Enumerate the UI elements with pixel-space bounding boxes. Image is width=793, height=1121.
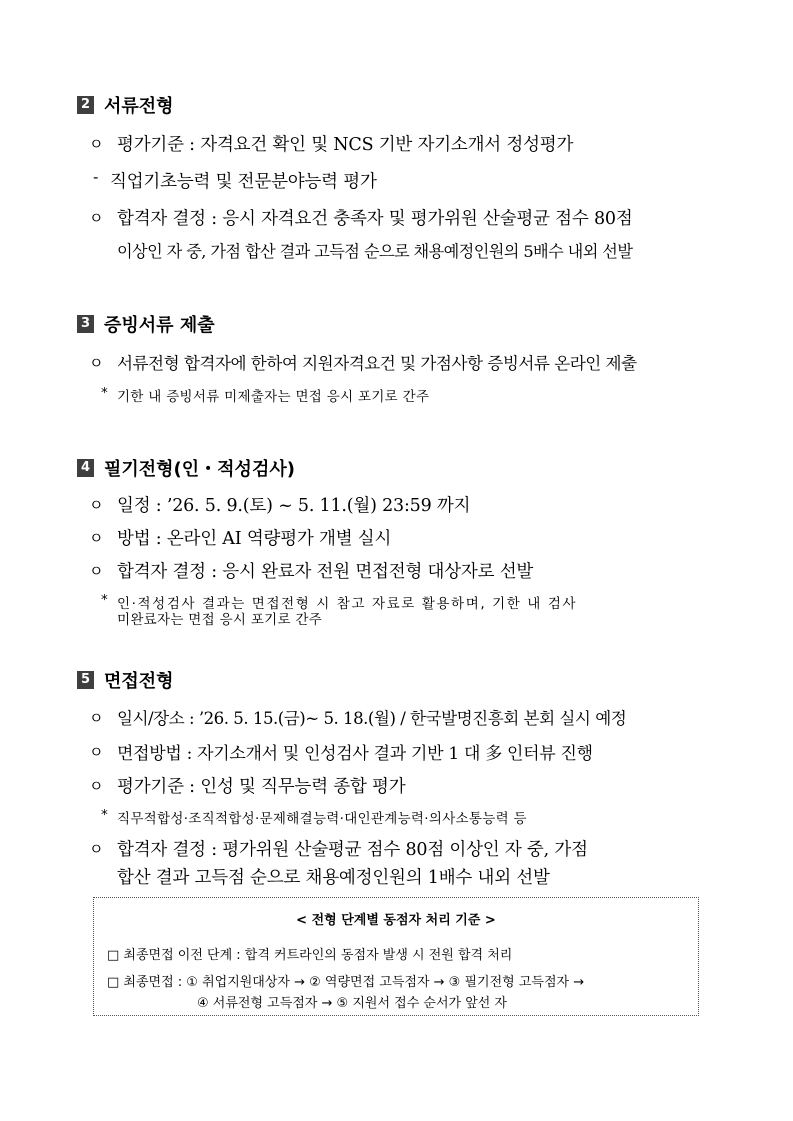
item-text: 합격자 결정 : 평가위원 산술평균 점수 80점 이상인 자 중, 가점 xyxy=(117,840,588,860)
note-text: 직무적합성·조직적합성·문제해결능력·대인관계능력·의사소통능력 등 xyxy=(117,811,527,827)
list-item-continuation xyxy=(0,864,793,890)
section-title-3: 증빙서류 제출 xyxy=(104,315,215,336)
bullet-mark: ㅇ xyxy=(89,496,104,514)
item-text: 평가기준 : 인성 및 직무능력 종합 평가 xyxy=(117,777,406,797)
bullet-mark: ㅇ xyxy=(89,743,104,761)
bullet-mark: ㅇ xyxy=(89,562,104,580)
note-mark: * xyxy=(101,385,109,401)
item-text: 합격자 결정 : 응시 자격요건 충족자 및 평가위원 산술평균 점수 80점 xyxy=(117,209,633,229)
note-text: 기한 내 증빙서류 미제출자는 면접 응시 포기로 간주 xyxy=(117,389,430,405)
bullet-mark: - xyxy=(93,168,99,186)
bullet-mark: ㅇ xyxy=(89,840,104,858)
item-text: 일정 : ’26. 5. 9.(토) ~ 5. 11.(월) 23:59 까지 xyxy=(117,496,471,516)
list-item xyxy=(0,492,793,518)
note-mark: * xyxy=(101,592,109,608)
note xyxy=(0,807,793,827)
section-number-5: 5 xyxy=(77,671,94,689)
item-text: 합격자 결정 : 응시 완료자 전원 면접전형 대상자로 선발 xyxy=(117,562,534,582)
box-line-1: □ 최종면접 이전 단계 : 합격 커트라인의 동점자 발생 시 전원 합격 처리 xyxy=(107,948,513,963)
list-item xyxy=(0,739,793,765)
box-title: < 전형 단계별 동점자 처리 기준 > xyxy=(296,913,496,928)
box-line-3: ④ 서류전형 고득점자 → ⑤ 지원서 접수 순서가 앞선 자 xyxy=(197,996,507,1011)
item-text: 직업기초능력 및 전문분야능력 평가 xyxy=(110,172,377,192)
note xyxy=(0,385,793,405)
list-item xyxy=(0,205,793,231)
section-title-4: 필기전형(인・적성검사) xyxy=(104,459,295,480)
section-number-2: 2 xyxy=(77,96,94,114)
box-line-2: □ 최종면접 : ① 취업지원대상자 → ② 역량면접 고득점자 → ③ 필기전형 고득점자 → xyxy=(107,975,585,990)
list-item xyxy=(0,525,793,551)
bullet-mark: ㅇ xyxy=(89,354,103,372)
list-item xyxy=(0,558,793,584)
list-item xyxy=(0,350,793,376)
note-text: 인·적성검사 결과는 면접전형 시 참고 자료로 활용하며, 기한 내 검사 xyxy=(117,596,578,612)
item-text: 합산 결과 고득점 순으로 채용예정인원의 1배수 내외 선발 xyxy=(117,868,550,888)
section-title-2: 서류전형 xyxy=(104,96,174,117)
list-item xyxy=(0,168,793,194)
list-item xyxy=(0,705,793,731)
item-text: 서류전형 합격자에 한하여 지원자격요건 및 가점사항 증빙서류 온라인 제출 xyxy=(117,354,637,373)
item-text: 방법 : 온라인 AI 역량평가 개별 실시 xyxy=(117,529,392,549)
list-item xyxy=(0,836,793,862)
item-text: 이상인 자 중, 가점 합산 결과 고득점 순으로 채용예정인원의 5배수 내외 선발 xyxy=(117,242,633,261)
bullet-mark: ㅇ xyxy=(89,777,104,795)
note-text: 미완료자는 면접 응시 포기로 간주 xyxy=(117,612,323,628)
list-item xyxy=(0,131,793,157)
bullet-mark: ㅇ xyxy=(89,709,103,727)
section-title-5: 면접전형 xyxy=(104,671,174,692)
item-text: 평가기준 : 자격요건 확인 및 NCS 기반 자기소개서 정성평가 xyxy=(117,135,574,155)
note-mark: * xyxy=(101,807,109,823)
section-heading-2 xyxy=(77,92,174,118)
list-item xyxy=(0,773,793,799)
section-number-4: 4 xyxy=(77,459,94,477)
section-heading-5 xyxy=(77,667,174,693)
bullet-mark: ㅇ xyxy=(89,135,104,153)
list-item-continuation xyxy=(0,238,793,264)
item-text: 일시/장소 : ’26. 5. 15.(금)~ 5. 18.(월) / 한국발명진흥회 본회 실시 예정 xyxy=(117,709,627,728)
section-heading-4 xyxy=(77,455,295,481)
bullet-mark: ㅇ xyxy=(89,529,104,547)
bullet-mark: ㅇ xyxy=(89,209,104,227)
note-continuation xyxy=(0,608,793,628)
section-heading-3 xyxy=(77,311,215,337)
section-number-3: 3 xyxy=(77,315,94,333)
tiebreak-criteria-box xyxy=(93,897,699,1016)
item-text: 면접방법 : 자기소개서 및 인성검사 결과 기반 1 대 多 인터뷰 진행 xyxy=(117,744,593,764)
